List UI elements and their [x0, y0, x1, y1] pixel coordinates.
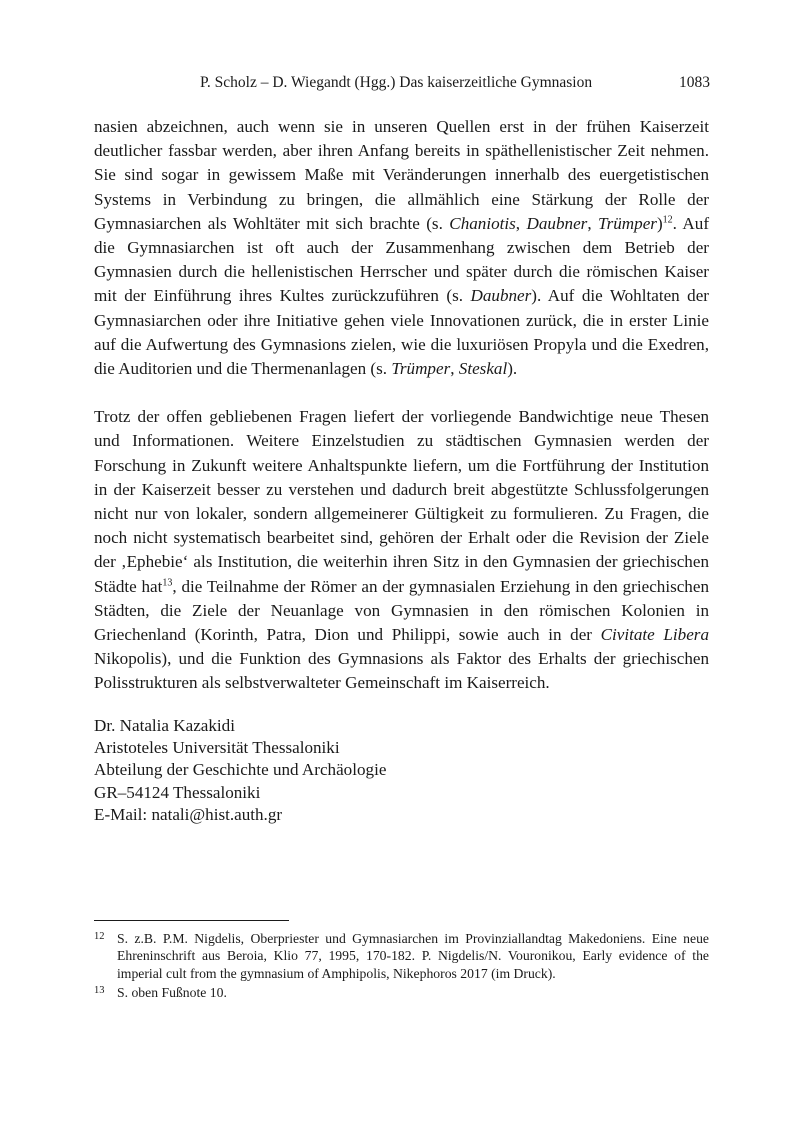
separator: ,	[450, 359, 459, 379]
footnotes	[94, 930, 709, 1001]
author-citation: Trümper	[598, 213, 657, 233]
separator: ,	[587, 213, 599, 233]
author-citation: Daubner	[470, 286, 532, 306]
page-number: 1083	[679, 74, 710, 91]
body-text	[94, 115, 709, 696]
footnote-ref[interactable]: 13	[162, 576, 173, 588]
author-name: Dr. Natalia Kazakidi	[94, 716, 235, 735]
footnote-text: S. oben Fußnote 10.	[117, 984, 227, 1000]
footnote-text: S. z.B. P.M. Nigdelis, Oberpriester und Gymnasiarchen im Provinziallandtag Makedoniens. Eine neue Ehreninschrift aus Beroia, Klio 77, 1995, 170-182. P. Nigdelis/N. Vouronikou, Early evidence of the imperial cult from the gymnasium of Amphipolis, Nikephoros 2017 (im Druck).	[117, 931, 709, 981]
footnote	[94, 930, 709, 982]
footnote-divider	[94, 920, 289, 921]
paragraph-1	[94, 115, 709, 381]
running-title: P. Scholz – D. Wiegandt (Hgg.) Das kaiserzeitliche Gymnasion	[200, 74, 593, 91]
author-institution: Aristoteles Universität Thessaloniki	[94, 738, 340, 758]
author-email[interactable]: E-Mail: natali@hist.auth.gr	[94, 804, 283, 824]
footnote-number: 13	[94, 984, 105, 996]
separator: )	[656, 213, 663, 233]
paragraph-2	[94, 405, 709, 695]
author-citation: Chaniotis	[449, 213, 516, 233]
text-run: ).	[507, 359, 518, 379]
text-run: . Auf die Gymnasiarchen ist oft auch der Zusammenhang zwischen dem Betrieb der Gymnasien durch die hellenistischen Herrscher und später durch die römischen Kaiser mit der Einführung ihres Kultes zurückzuführen (s.	[94, 213, 710, 306]
author-citation: Steskal	[458, 359, 508, 379]
author-city: GR–54124 Thessaloniki	[94, 782, 261, 802]
text-run: Nikopolis), und die Funktion des Gymnasions als Faktor des Erhalts der griechischen Polisstrukturen als selbstverwalteter Gemeinschaft im Kaiserreich.	[94, 649, 709, 693]
footnote-number: 12	[94, 931, 105, 942]
author-citation: Daubner	[526, 213, 588, 233]
text-run: , die Teilnahme der Römer an der gymnasialen Erziehung in den griechischen Städten, die Ziele der Neuanlage von Gymnasien in den römischen Kolonien in Griechenland (Korinth, Patra, Dion und Philippi, sowie auch in der	[94, 576, 709, 645]
footnote	[94, 984, 709, 1001]
separator: ,	[515, 213, 527, 233]
author-citation: Trümper	[391, 359, 451, 379]
italic-term: Civitate Libera	[600, 625, 709, 645]
footnote-ref[interactable]: 12	[662, 214, 673, 226]
text-run: Trotz der offen gebliebenen Fragen liefert der vorliegende Bandwichtige neue Thesen und Informationen. Weitere Einzelstudien zu städtischen Gymnasien werden der Forschung in Zukunft weitere Anhaltspunkte liefern, um die Fortführung der Institution in der Kaiserzeit besser zu verstehen und dadurch breit abgestützte Schlussfolgerungen nicht nur von lokaler, sondern allgemeinerer Gültigkeit zu formulieren. Zu Fragen, die noch nicht systematisch bearbeitet sind, gehören der Erhalt oder die Revision der Ziele der ‚Ephebie‘ als Institution, die weiterhin ihren Sitz in den Gymnasien der griechischen Städte hat	[94, 407, 709, 596]
author-address	[94, 715, 709, 826]
author-department: Abteilung der Geschichte und Archäologie	[94, 760, 387, 780]
text-run: ). Auf die Wohltaten der Gymnasiarchen oder ihre Initiative gehen viele Innovationen zurück, die in erster Linie auf die Aufwertung des Gymnasions zielen, wie die luxuriösen Propyla und die Exedren, die Auditorien und die Thermenanlagen (s.	[94, 286, 709, 379]
text-run: nasien abzeichnen, auch wenn sie in unseren Quellen erst in der frühen Kaiserzeit deutlicher fassbar werden, aber ihren Anfang bereits in späthellenistischer Zeit nehmen. Sie sind sogar in gewissem Maße mit Veränderungen innerhalb des euergetistischen Systems in Verbindung zu bringen, die allmählich eine Stärkung der Rolle der Gymnasiarchen als Wohltäter mit sich brachte (s.	[94, 117, 709, 233]
